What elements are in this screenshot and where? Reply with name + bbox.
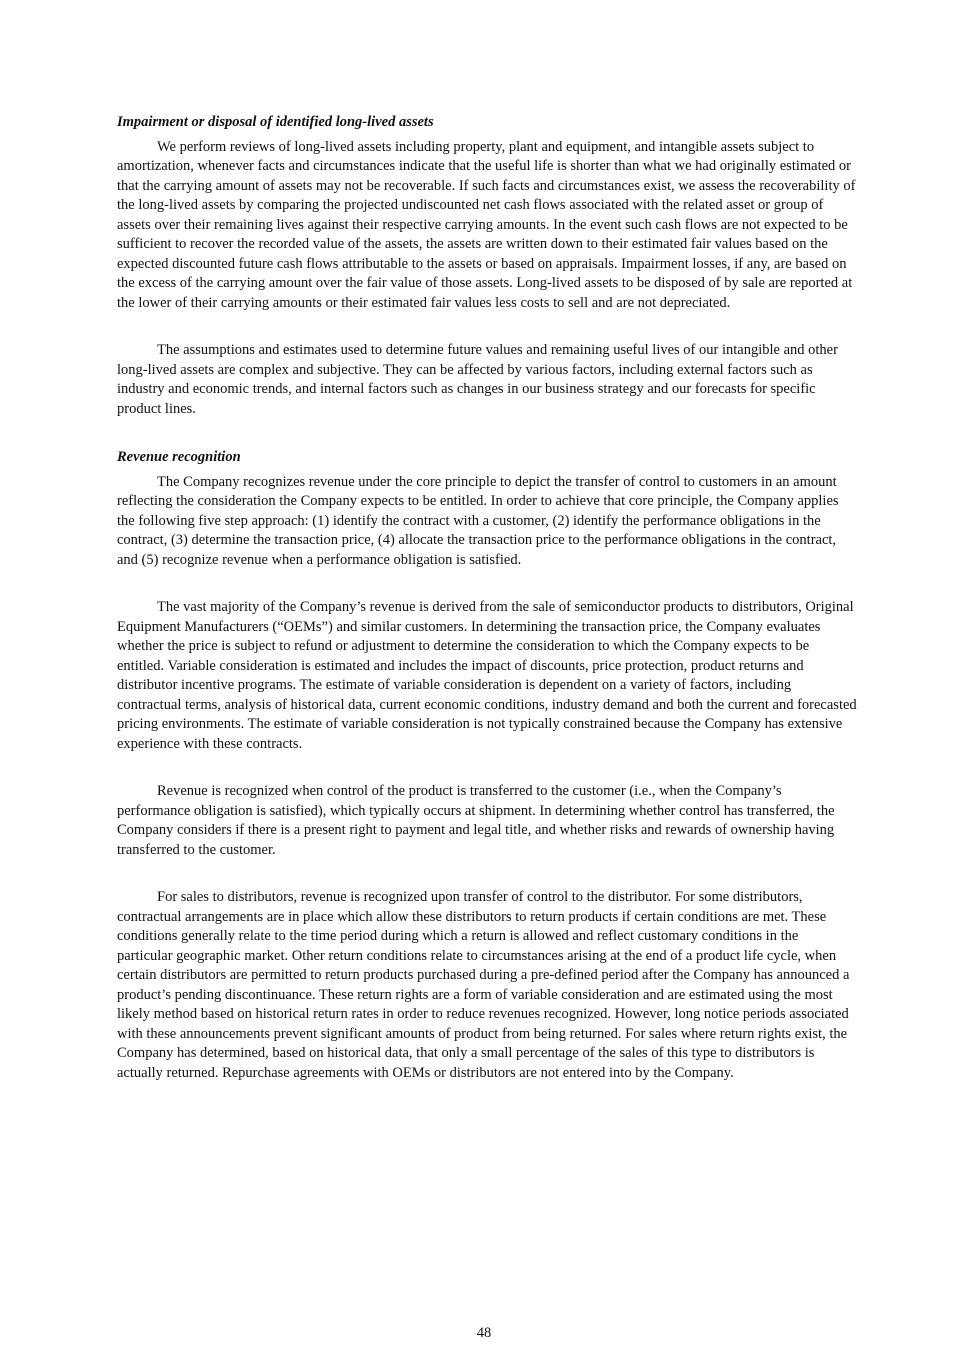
paragraph-spacer (117, 754, 857, 782)
paragraph-spacer (117, 860, 857, 888)
paragraph-impairment-review: We perform reviews of long-lived assets including property, plant and equipment, and intangible assets subject to amortization, whenever facts and circumstances indicate that the useful life is shorter than what we had originally estimated or that the carrying amount of assets may not be recoverable. If such facts and circumstances exist, we assess the recoverability of the long-lived assets by comparing the projected undiscounted net cash flows associated with the related asset or group of assets over their remaining lives against their respective carrying amounts. In the event such cash flows are not expected to be sufficient to recover the recorded value of the assets, the assets are written down to their estimated fair values based on the expected discounted future cash flows attributable to the assets or based on appraisals. Impairment losses, if any, are based on the excess of the carrying amount over the fair value of those assets. Long-lived assets to be disposed of by sale are reported at the lower of their carrying amounts or their estimated fair values less costs to sell and are not depreciated. (117, 138, 856, 311)
section-heading-revenue: Revenue recognition (117, 449, 241, 465)
paragraph-revenue-principle: The Company recognizes revenue under the core principle to depict the transfer of control to customers in an amount reflecting the consideration the Company expects to be entitled. In order to achieve that core principle, the Company applies the following five step approach: (1) identify the contract with a customer, (2) identify the performance obligations in the contract, (3) determine the transaction price, (4) allocate the transaction price to the performance obligations in the contract, and (5) recognize revenue when a performance obligation is satisfied. (117, 473, 839, 568)
paragraph-spacer (117, 570, 857, 598)
paragraph-revenue-sources: The vast majority of the Company’s revenue is derived from the sale of semiconductor products to distributors, Original Equipment Manufacturers (“OEMs”) and similar customers. In determining the transaction price, the Company evaluates whether the price is subject to refund or adjustment to determine the consideration to which the Company expects to be entitled. Variable consideration is estimated and includes the impact of discounts, price protection, product returns and distributor incentive programs. The estimate of variable consideration is dependent on a variety of factors, including contractual terms, analysis of historical data, current economic conditions, industry demand and both the current and forecasted pricing environments. The estimate of variable consideration is not typically constrained because the Company has extensive experience with these contracts. (117, 599, 857, 752)
section-spacer (117, 419, 857, 448)
paragraph-revenue-control-transfer: Revenue is recognized when control of the product is transferred to the customer (i.e., when the Company’s performance obligation is satisfied), which typically occurs at shipment. In determining whether control has transferred, the Company considers if there is a present right to payment and legal title, and whether risks and rewards of ownership having transferred to the customer. (117, 783, 835, 858)
paragraph-distributor-sales: For sales to distributors, revenue is recognized upon transfer of control to the distributor. For some distributors, contractual arrangements are in place which allow these distributors to return products if certain conditions are met. These conditions generally relate to the time period during which a return is allowed and reflect customary conditions in the particular geographic market. Other return conditions relate to circumstances arising at the end of a product life cycle, when certain distributors are permitted to return products purchased during a pre-defined period after the Company has announced a product’s pending discontinuance. These return rights are a form of variable consideration and are estimated using the most likely method based on historical return rates in order to reduce revenues recognized. However, long notice periods associated with these announcements prevent significant amounts of product from being returned. For sales where return rights exist, the Company has determined, based on historical data, that only a small percentage of the sales of this type to distributors is actually returned. Repurchase agreements with OEMs or distributors are not entered into by the Company. (117, 889, 850, 1081)
paragraph-spacer (117, 313, 857, 341)
document-body (117, 113, 857, 1083)
section-heading-impairment: Impairment or disposal of identified long-lived assets (117, 114, 434, 130)
paragraph-assumptions-estimates: The assumptions and estimates used to determine future values and remaining useful lives of our intangible and other long-lived assets are complex and subjective. They can be affected by various factors, including external factors such as industry and economic trends, and internal factors such as changes in our business strategy and our forecasts for specific product lines. (117, 342, 838, 417)
page-number: 48 (476, 1325, 492, 1341)
